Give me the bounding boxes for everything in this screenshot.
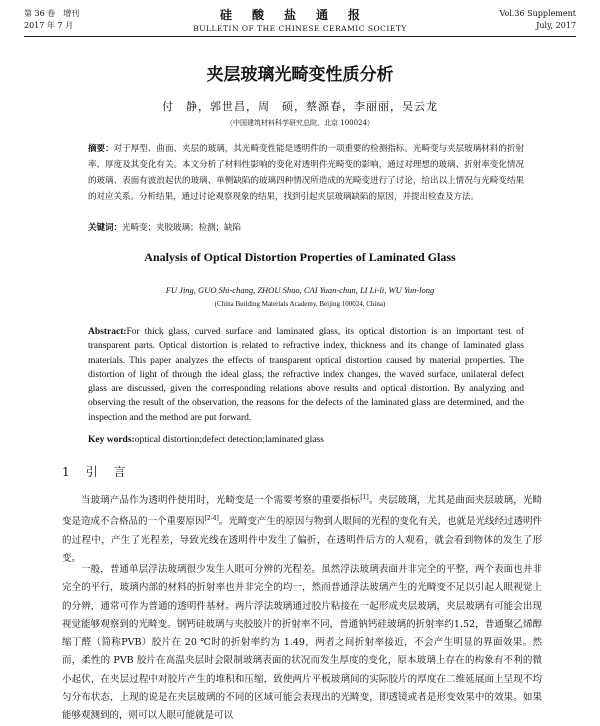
authors-cn: 付 静，郭世昌，周 硕，蔡源春，李丽丽，吴云龙 xyxy=(162,100,438,113)
abstract-en-label: Abstract: xyxy=(88,327,127,337)
abstract-en xyxy=(88,325,524,425)
para1-text-b: 。夹层玻璃，尤其是曲面夹层玻璃，光畸变是造成不合格品的一个重要原因 xyxy=(62,495,542,528)
section-heading xyxy=(62,463,142,480)
header-left xyxy=(24,8,79,32)
keywords-cn-label: 关键词： xyxy=(88,223,123,233)
para1-text-a: 当玻璃产品作为透明件使用时，光畸变是一个需要考察的重要指标 xyxy=(81,495,361,507)
abstract-cn-text: 对于厚型、曲面、夹层的玻璃，其光畸变性能是透明件的一项重要的检测指标。光畸变与夹层玻璃材料的折射率、厚度及其变化有关。本文分析了材料性影响的变化对透明件光畸变的影响，通过对理想的玻璃、折射率变化情况的玻璃、表面有波浪起伏的玻璃、单侧缺陷的玻璃四种情况所造成的光畸变进行了讨论，给出以上情况与光畸变结果的对应关系。分析结果，通过讨论观察现象的结果，找到引起夹层玻璃缺陷的原因，并提出检查及方法。 xyxy=(88,144,524,202)
paragraph-1 xyxy=(62,489,542,569)
abstract-cn-label: 摘要： xyxy=(88,144,114,154)
journal-name-cn: 硅酸盐通报 xyxy=(219,8,380,22)
keywords-en-label: Key words: xyxy=(88,435,135,445)
para1-text-c: 。光畸变产生的原因与物到人眼间的光程的变化有关，也就是光线经过透明件的过程中，产生了光程差，导致光线在透明件中发生了偏折，在透明件后方的人观看，就会看到物体的发生了形变。 xyxy=(62,516,542,565)
paragraph-2: 一般，普通单层浮法玻璃很少发生人眼可分辨的光程差。虽然浮法玻璃表面并非完全的平整，两个表面也并非完全的平行，玻璃内部的材料的折射率也并非完全的均一，然而普通浮法玻璃产生的光畸变不足以引起人眼视觉上的分辨，通常可作为普通的透明件基材。两片浮法玻璃通过胶片粘接在一起形成夹层玻璃，夹层玻璃有可能会出现视觉能够观察到的光畸变。钢钙硅玻璃与夹胶胶片的折射率不同，普通钠钙硅玻璃的折射率约1.52，普通聚乙烯醇缩丁醛（简称PVB）胶片在 20 ℃时的折射率约为 1.49，两者之间折射率接近，不会产生明显的界面效果。然而，柔性的 PVB 胶片在高温夹层时会限制玻璃表面的状况而发生厚度的变化，原本玻璃上存在的构象有不利的微小起伏，在夹层过程中对胶片产生的堆积和压缩，致使两片平板玻璃间的实际胶片的厚度在二维延展面上呈现不均匀分布状态，上现的说是在夹层玻璃的不同的区域可能会表现出的光畸变，即透镜或者是形变效果中的效果。如果能够观测到的，则可以人眼可能就是可以 xyxy=(62,564,542,722)
paper-title-en: Analysis of Optical Distortion Properties of Laminated Glass xyxy=(144,250,456,264)
running-header xyxy=(24,8,576,37)
keywords-en xyxy=(88,433,524,447)
affiliation-en: (China Building Materials Academy, Beijing 100024, China) xyxy=(214,300,386,308)
keywords-en-text: optical distortion;defect detection;laminated glass xyxy=(134,435,324,445)
header-date-en: July, 2017 xyxy=(536,21,576,30)
header-issue: 第 36 卷 增刊 xyxy=(24,9,80,18)
authors-en: FU Jing, GUO Shi-chang, ZHOU Shuo, CAI Yuan-chun, LI Li-li, WU Yun-long xyxy=(165,285,435,295)
header-date-cn: 2017 年 7 月 xyxy=(24,21,74,30)
citation-1: [1] xyxy=(360,494,369,501)
abstract-en-text: For thick glass, curved surface and laminated glass, its optical distortion is an important test of transparent parts. Optical distortion is related to refractive index, thickness and its change of laminated glass materials. This paper analyzes the effects of transparent optical distortion caused by material properties. The distortion of light of through the ideal glass, the refractive index changes, the waved surface, unilateral defect glass are discussed, given the corresponding relations above results and optical distortion. By analyzing and observing the result of the observation, the reasons for the defects of the laminated glass are determined, and the inspection and the method are put forward. xyxy=(88,327,524,423)
header-volume: Vol.36 Supplement xyxy=(499,9,576,18)
citation-2-4: [2-4] xyxy=(204,515,219,523)
paper-title-cn: 夹层玻璃光畸变性质分析 xyxy=(206,65,394,85)
section-title: 引 言 xyxy=(85,465,128,479)
keywords-cn xyxy=(88,222,524,234)
header-right xyxy=(499,8,576,32)
header-center xyxy=(174,8,426,34)
keywords-cn-text: 光畸变；夹胶玻璃；检测；缺陷 xyxy=(122,223,242,233)
section-number: 1 xyxy=(62,465,72,479)
abstract-cn xyxy=(88,141,524,205)
affiliation-cn: （中国建筑材料科学研究总院，北京 100024） xyxy=(226,119,374,127)
journal-name-en: BULLETIN OF THE CHINESE CERAMIC SOCIETY xyxy=(193,24,407,33)
